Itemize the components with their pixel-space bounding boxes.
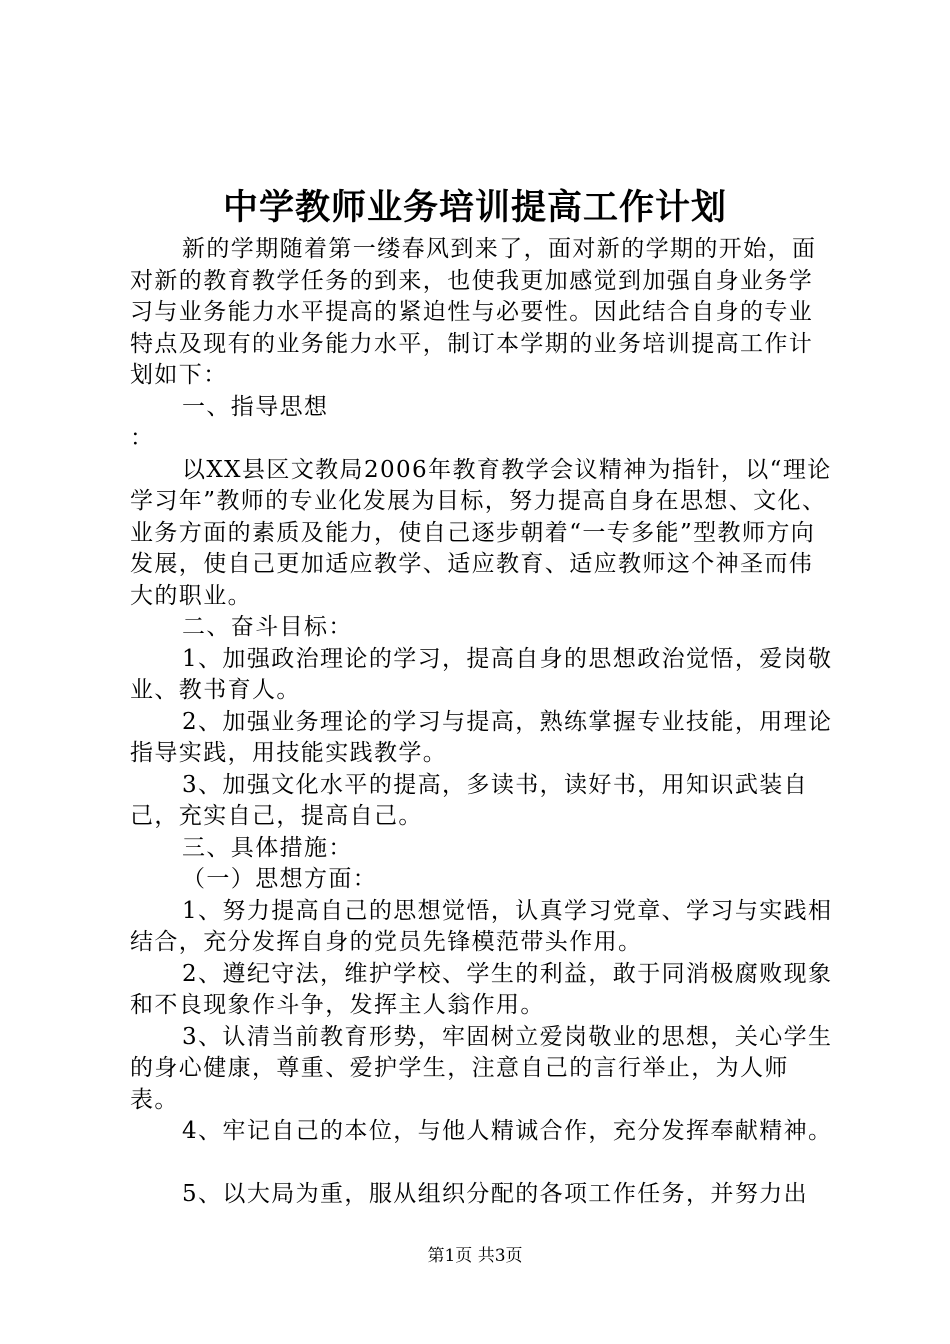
goal-item-3: 3、加强文化水平的提高，多读书，读好书，用知识武装自己，充实自己，提高自己。: [130, 771, 809, 829]
goal-item-2: 2、加强业务理论的学习与提高，熟练掌握专业技能，用理论指导实践，用技能实践教学。: [130, 708, 833, 766]
goal-item-1: 1、加强政治理论的学习，提高自身的思想政治觉悟，爱岗敬业、教书育人。: [130, 645, 833, 703]
section-heading-guiding-thought: 一、指导思想: [182, 393, 329, 420]
paragraph-spacer: [130, 1148, 835, 1179]
colon-line: ：: [130, 425, 155, 451]
subsection-heading-ideology: （一）思想方面：: [182, 866, 378, 892]
section-heading-goals: 二、奋斗目标：: [182, 614, 353, 640]
measure-item-3: 3、认清当前教育形势，牢固树立爱岗敬业的思想，关心学生的身心健康，尊重、爱护学生，注意自己的言行举止，为人师表。: [130, 1023, 833, 1113]
section-heading-measures: 三、具体措施：: [182, 834, 353, 861]
document-title: 中学教师业务培训提高工作计划: [222, 187, 727, 228]
measure-item-4: 4、牢记自己的本位，与他人精诚合作，充分发挥奉献精神。: [182, 1118, 833, 1144]
page-footer: 第1页 共3页: [427, 1246, 523, 1266]
measure-item-1: 1、努力提高自己的思想觉悟，认真学习党章、学习与实践相结合，充分发挥自身的党员先锋模范带头作用。: [130, 897, 833, 955]
document-body: [130, 234, 835, 1210]
intro-paragraph: 新的学期随着第一缕春风到来了，面对新的学期的开始，面对新的教育教学任务的到来，也使我更加感觉到加强自身业务学习与业务能力水平提高的紧迫性与必要性。因此结合自身的专业特点及现有的业务能力水平，制订本学期的业务培训提高工作计划如下：: [130, 236, 817, 388]
measure-item-2: 2、遵纪守法，维护学校、学生的利益，敢于同消极腐败现象和不良现象作斗争，发挥主人翁作用。: [130, 960, 833, 1018]
guiding-thought-paragraph: 以XX县区文教局2006年教育教学会议精神为指针，以“理论学习年”教师的专业化发展为目标，努力提高自身在思想、文化、业务方面的素质及能力，使自己逐步朝着“一专多能”型教师方向发展，使自己更加适应教学、适应教育、适应教师这个神圣而伟大的职业。: [130, 456, 832, 609]
measure-item-5: 5、以大局为重，服从组织分配的各项工作任务，并努力出: [182, 1180, 809, 1207]
